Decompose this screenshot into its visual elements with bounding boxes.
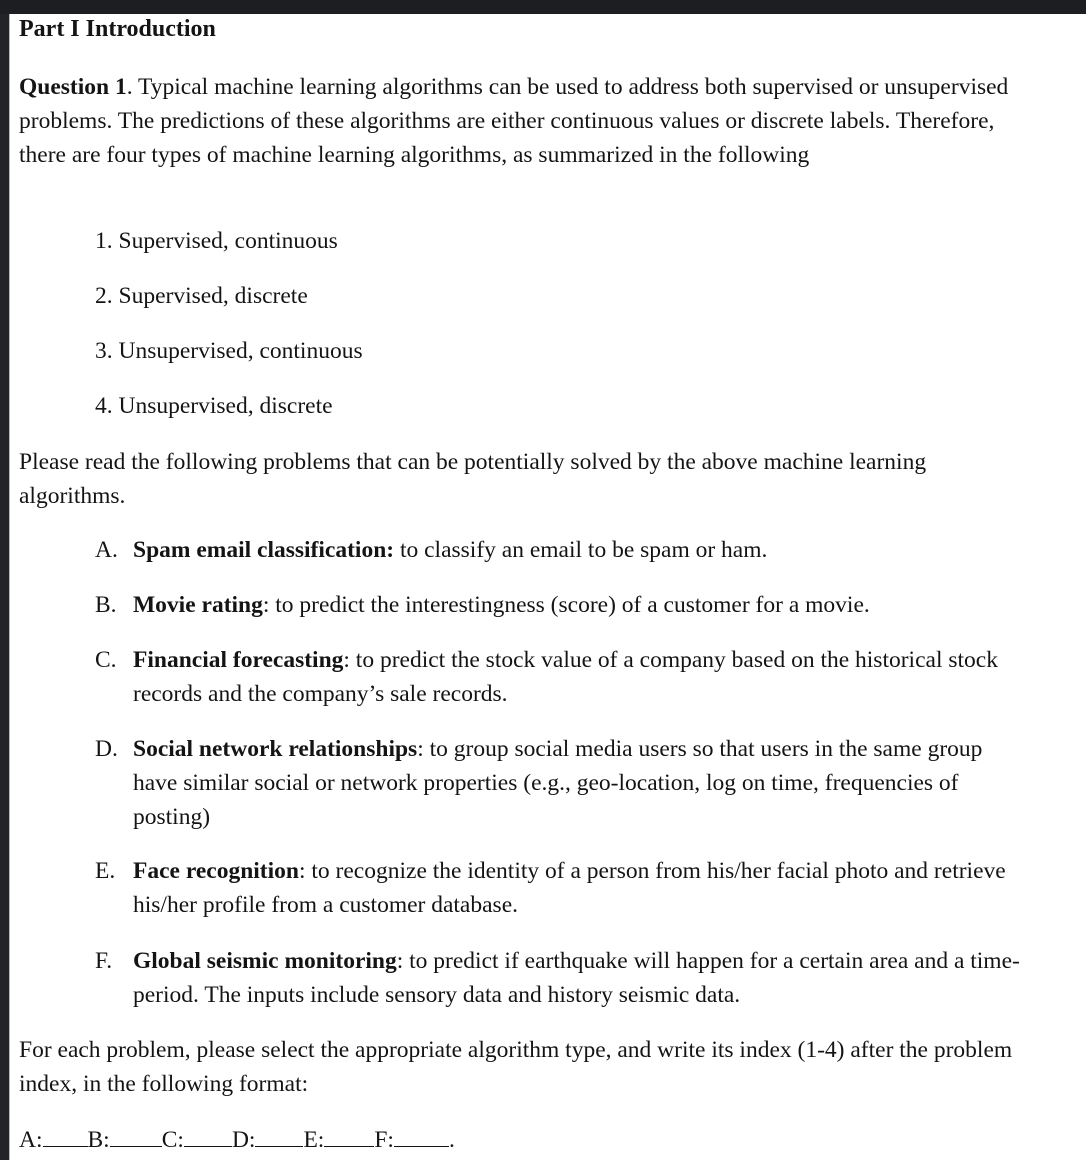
problem-title: Social network relationships [133,736,418,762]
answer-blank-b[interactable] [110,1124,162,1147]
answer-blank-d[interactable] [255,1124,303,1147]
problem-title: Global seismic monitoring [133,948,397,974]
problem-letter: A. [95,537,118,563]
question-intro [19,70,1029,172]
problem-body [133,854,1023,922]
document-page [9,14,1086,1160]
problem-letter: E. [95,858,116,884]
problem-text: : to group social media users so that users in the same group have similar social or network properties (e.g., geo-location, log on time, frequencies of posting) [133,736,983,830]
problem-text: : to recognize the identity of a person from his/her facial photo and retrieve his/her profile from a customer database. [133,858,1006,918]
algorithm-type-item: 2. Supervised, discrete [95,283,308,309]
problem-letter: D. [95,736,118,762]
problem-title: Movie rating [133,592,263,618]
problem-letter: C. [95,647,117,673]
problem-title: Spam email classification: [133,537,395,563]
problem-letter: F. [95,948,113,974]
answer-label-a: A: [19,1127,43,1153]
window-top-bar [0,0,1086,14]
problem-body [133,944,1023,1012]
question-intro-text: . Typical machine learning algorithms can be used to address both supervised or unsupervised problems. The predictions of these algorithms are either continuous values or discrete labels. Therefore, there are four types of machine learning algorithms, as summarized in the following [19,74,1009,168]
problems-intro: Please read the following problems that can be potentially solved by the above machine learning algorithms. [19,449,927,509]
answer-end-period: . [448,1127,455,1153]
answer-label-b: B: [87,1127,110,1153]
problem-text: : to predict if earthquake will happen for a certain area and a time-period. The inputs include sensory data and history seismic data. [133,948,1020,1008]
problem-body [133,732,1023,834]
answer-label-c: C: [161,1127,184,1153]
answer-blank-e[interactable] [324,1124,374,1147]
answer-label-d: D: [231,1127,256,1153]
answer-label-f: F: [374,1127,394,1153]
instructions: For each problem, please select the appropriate algorithm type, and write its index (1-4) after the problem index, in the following format: [19,1037,1013,1097]
answer-label-e: E: [303,1127,325,1153]
problem-text: : to predict the stock value of a company based on the historical stock records and the company’s sale records. [133,647,998,707]
problem-body [133,643,1023,711]
section-heading: Part I Introduction [19,16,216,42]
answer-blank-a[interactable] [43,1124,88,1147]
algorithm-type-item: 3. Unsupervised, continuous [95,338,363,364]
algorithm-type-item: 4. Unsupervised, discrete [95,393,333,419]
problem-letter: B. [95,592,117,618]
problem-body [133,533,1023,567]
problem-title: Face recognition [133,858,299,884]
problem-body [133,588,1023,622]
problem-title: Financial forecasting [133,647,344,673]
problem-text: to classify an email to be spam or ham. [394,537,768,563]
problem-text: : to predict the interestingness (score) of a customer for a movie. [262,592,870,618]
question-label: Question 1 [19,74,127,100]
algorithm-type-item: 1. Supervised, continuous [95,228,338,254]
answer-blank-c[interactable] [184,1124,232,1147]
answer-format-line [19,1124,455,1155]
answer-blank-f[interactable] [394,1124,449,1147]
